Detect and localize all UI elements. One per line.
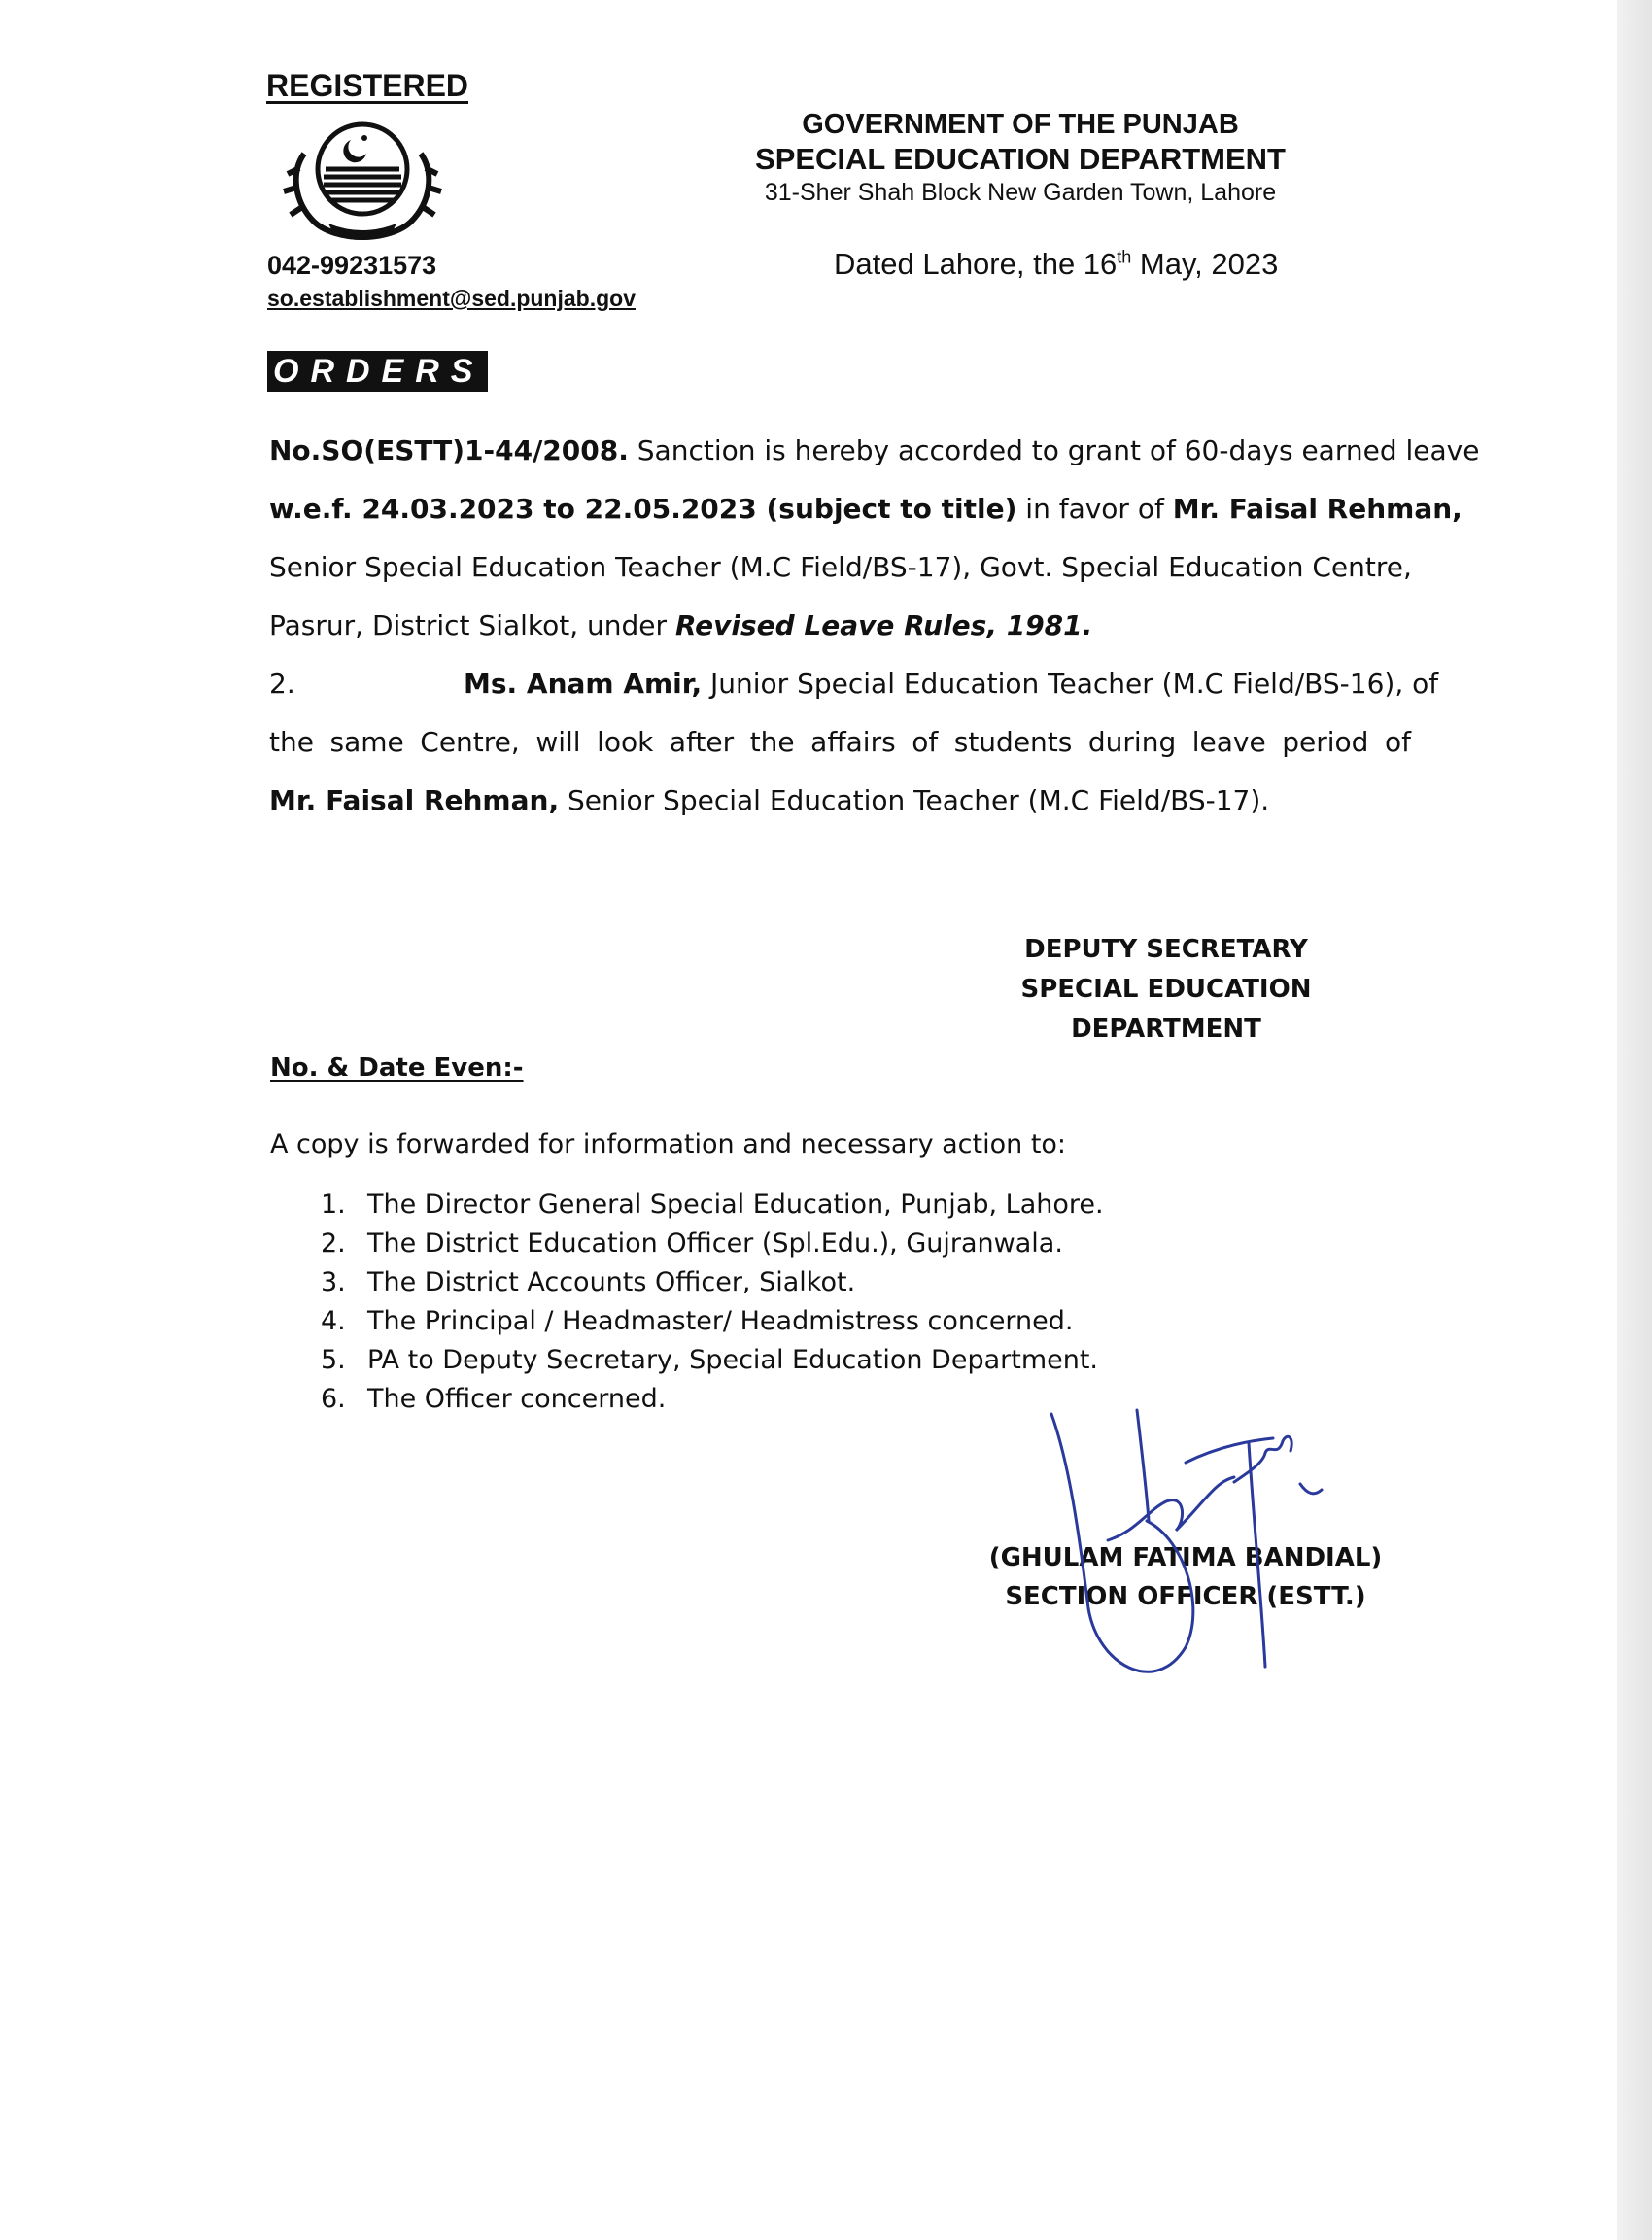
list-item: 5. PA to Deputy Secretary, Special Education Department. bbox=[321, 1345, 1099, 1375]
gov-title: GOVERNMENT OF THE PUNJAB bbox=[802, 109, 1239, 140]
phone-number: 042-99231573 bbox=[267, 251, 437, 280]
list-item: 4. The Principal / Headmaster/ Headmistress concerned. bbox=[321, 1306, 1074, 1336]
order-paragraph-2: 2. Ms. Anam Amir, Junior Special Education Teacher (M.C Field/BS-16), of the same Centre, will look after the affairs of students during leave period of Mr. Faisal Rehman, Senior Special Education Teacher (M.C Field/BS-17). bbox=[269, 668, 1439, 816]
registered-label: REGISTERED bbox=[266, 68, 469, 103]
signature-icon bbox=[1040, 1404, 1360, 1706]
email-address: so.establishment@sed.punjab.gov bbox=[267, 286, 636, 311]
recipient-list bbox=[321, 1186, 1104, 1419]
officer-title: SECTION OFFICER (ESTT.) bbox=[1005, 1582, 1366, 1611]
number-date-even: No. & Date Even:- bbox=[270, 1053, 524, 1083]
list-item: 3. The District Accounts Officer, Sialkot. bbox=[321, 1267, 856, 1297]
deputy-secretary-block: DEPUTY SECRETARY SPECIAL EDUCATION DEPARTMENT bbox=[1020, 935, 1312, 1044]
department-title: SPECIAL EDUCATION DEPARTMENT bbox=[755, 142, 1286, 176]
order-reference: No.SO(ESTT)1-44/2008. bbox=[269, 434, 629, 466]
dated-line: Dated Lahore, the 16th May, 2023 bbox=[834, 247, 1279, 281]
order-paragraph-1: No.SO(ESTT)1-44/2008. Sanction is hereby accorded to grant of 60-days earned leave w.e.f. 24.03.2023 to 22.05.2023 (subject to title) in favor of Mr. Faisal Rehman, Senior Special Education Teacher (M.C Field/BS-17), Govt. Special Education Centre, Pasrur, District Sialkot, under Revised Leave Rules, 1981. bbox=[269, 434, 1480, 641]
department-address: 31-Sher Shah Block New Garden Town, Lahore bbox=[764, 179, 1277, 206]
officer-name: (GHULAM FATIMA BANDIAL) bbox=[988, 1543, 1383, 1572]
forward-text: A copy is forwarded for information and necessary action to: bbox=[270, 1129, 1067, 1159]
list-item: 1. The Director General Special Education, Punjab, Lahore. bbox=[321, 1189, 1104, 1220]
page-edge bbox=[1617, 0, 1652, 2240]
list-item: 2. The District Education Officer (Spl.Edu.), Gujranwala. bbox=[321, 1228, 1063, 1258]
list-item: 6. The Officer concerned. bbox=[321, 1384, 667, 1414]
punjab-emblem-icon bbox=[275, 115, 450, 251]
orders-heading: ORDERS bbox=[267, 351, 488, 392]
